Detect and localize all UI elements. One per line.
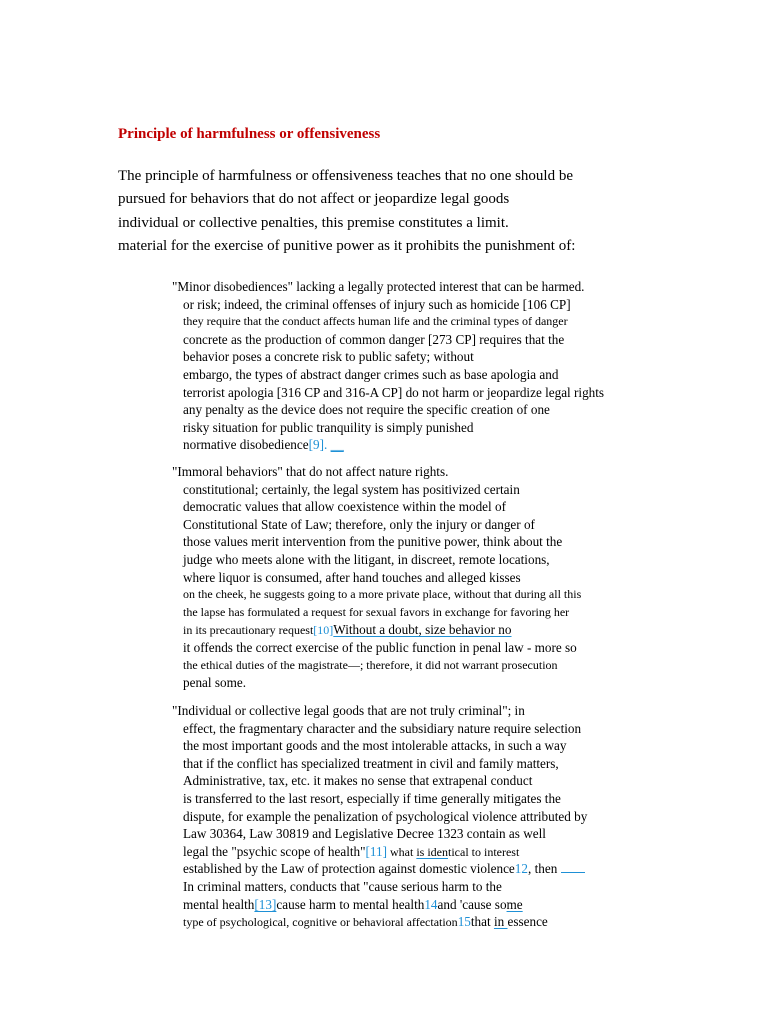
footnote-link-9[interactable]: [9]. — [308, 437, 328, 453]
footnote-blank-link[interactable]: __ — [330, 437, 344, 453]
section-heading: Principle of harmfulness or offensiveness — [118, 126, 381, 142]
list-item-text: terrorist apologia [316 CP and 316-A CP] do not harm or jeopardize legal rights — [183, 384, 605, 400]
list-item-text: In criminal matters, conducts that "cause serious harm to the — [183, 878, 502, 894]
list-item-text: any penalty as the device does not require the specific creation of one — [183, 402, 550, 418]
list-item-text: mental health — [183, 896, 255, 912]
list-item-text: on the cheek, he suggests going to a more private place, without that during all this — [183, 587, 582, 602]
footnote-blank-link[interactable] — [561, 860, 585, 873]
list-item-text: "Immoral behaviors" that do not affect nature rights. — [172, 464, 449, 479]
list-item-text: Without a doubt, size behavior no — [333, 622, 512, 638]
list-item-text: or risk; indeed, the criminal offenses of injury such as homicide [106 CP] — [183, 296, 571, 312]
footnote-link-12[interactable]: 12 — [514, 861, 528, 877]
list-item-text: in — [493, 914, 508, 930]
intro-paragraph — [118, 165, 738, 258]
list-item-text: established by the Law of protection against domestic violence — [183, 861, 515, 877]
intro-line: individual or collective penalties, this premise constitutes a limit. — [118, 214, 509, 231]
list-item-text: essence — [507, 914, 548, 930]
list-item-text: Constitutional State of Law; therefore, only the injury or danger of — [183, 516, 535, 532]
list-item-text: legal the "psychic scope of health" — [183, 843, 366, 859]
list-item-text: , then — [527, 861, 558, 877]
list-item-text: concrete as the production of common danger [273 CP] requires that the — [183, 331, 565, 347]
list-item-text: cause harm to mental health — [276, 896, 425, 912]
list-item-text: tical to interest — [448, 844, 520, 859]
list-item-minor-disobediences — [160, 278, 760, 454]
list-item-text: where liquor is consumed, after hand touches and alleged kisses — [183, 569, 521, 585]
footnote-link-10[interactable]: [10] — [313, 623, 334, 638]
list-item-text: it offends the correct exercise of the public function in penal law - more so — [183, 639, 577, 655]
list-item-text: that if the conflict has specialized treatment in civil and family matters, — [183, 755, 559, 771]
list-item-text: and 'cause so — [437, 896, 507, 912]
footnote-link-15[interactable]: 15 — [457, 914, 471, 930]
footnote-link-14[interactable]: 14 — [424, 896, 438, 912]
list-item-text: Administrative, tax, etc. it makes no sense that extrapenal conduct — [183, 773, 533, 789]
list-item-text: democratic values that allow coexistence within the model of — [183, 499, 506, 515]
list-item-text: normative disobedience — [183, 437, 309, 453]
list-item-text: effect, the fragmentary character and the subsidiary nature require selection — [183, 720, 582, 736]
list-item-text: judge who meets alone with the litigant, in discreet, remote locations, — [183, 551, 550, 567]
list-item-text: me — [506, 896, 523, 912]
list-item-text: constitutional; certainly, the legal system has positivized certain — [183, 481, 520, 497]
intro-line: The principle of harmfulness or offensiveness teaches that no one should be — [118, 168, 574, 184]
list-item-text: behavior poses a concrete risk to public safety; without — [183, 349, 474, 365]
list-item-text: they require that the conduct affects human life and the criminal types of danger — [183, 314, 568, 329]
intro-line: pursued for behaviors that do not affect or jeopardize legal goods — [118, 191, 510, 208]
list-item-text: type of psychological, cognitive or behavioral affectation — [183, 915, 458, 930]
list-item-legal-goods — [160, 702, 760, 931]
footnote-link-11[interactable]: [11] — [365, 843, 387, 859]
footnote-link-13[interactable]: [13] — [254, 896, 277, 912]
list-item-text: the lapse has formulated a request for sexual favors in exchange for favoring her — [183, 604, 570, 619]
list-item-text: penal some. — [183, 675, 246, 691]
intro-line: material for the exercise of punitive power as it prohibits the punishment of: — [118, 237, 576, 254]
list-item-text: "Minor disobediences" lacking a legally protected interest that can be harmed. — [172, 279, 585, 294]
list-item-text: risky situation for public tranquility is simply punished — [183, 419, 474, 435]
list-item-text: in its precautionary request — [183, 623, 314, 638]
list-item-text: is iden — [416, 844, 448, 859]
list-item-text: what — [387, 844, 417, 859]
list-item-text: Law 30364, Law 30819 and Legislative Decree 1323 contain as well — [183, 826, 546, 842]
list-item-text: "Individual or collective legal goods that are not truly criminal"; in — [172, 703, 525, 718]
list-item-text: that — [470, 914, 494, 930]
list-item-text: those values merit intervention from the punitive power, think about the — [183, 534, 563, 550]
list-item-text: the most important goods and the most intolerable attacks, in such a way — [183, 738, 567, 754]
list-item-text: dispute, for example the penalization of psychological violence attributed by — [183, 808, 588, 824]
list-item-text: is transferred to the last resort, especially if time generally mitigates the — [183, 790, 561, 806]
list-item-text: embargo, the types of abstract danger crimes such as base apologia and — [183, 366, 559, 382]
list-item-immoral-behaviors — [160, 463, 760, 692]
list-item-text: the ethical duties of the magistrate—; therefore, it did not warrant prosecution — [183, 657, 558, 672]
